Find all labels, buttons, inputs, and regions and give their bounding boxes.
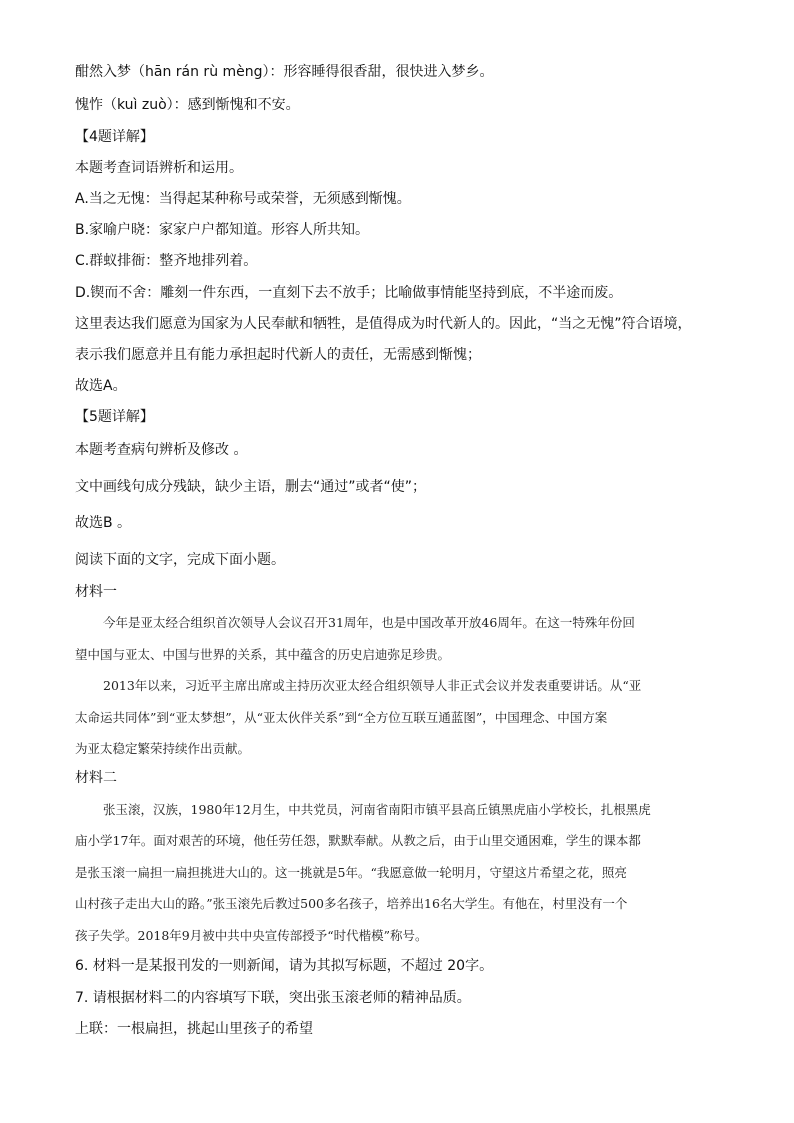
material-text-line: 山村孩子走出大山的路。”张玉滚先后教过500多名孩子，培养出16名大学生。有他在，村里没有一个: [75, 896, 628, 911]
material-text-line: 孩子失学。2018年9月被中共中央宣传部授予“时代楷模”称号。: [75, 928, 428, 943]
section-heading: 【5题详解】: [75, 409, 154, 425]
material-heading: 材料一: [75, 584, 117, 600]
material-text-line: 2013年以来，习近平主席出席或主持历次亚太经合组织领导人非正式会议并发表重要讲话。从“亚: [103, 678, 642, 693]
text-line: 酣然入梦（hān rán rù mèng）：形容睡得很香甜，很快进入梦乡。: [75, 64, 494, 80]
text-line: 愧怍（kuì zuò）：感到惭愧和不安。: [75, 97, 300, 113]
material-text-line: 为亚太稳定繁荣持续作出贡献。: [75, 741, 251, 756]
text-line: 本题考查病句辨析及修改 。: [75, 442, 248, 458]
text-line: 故选A。: [75, 378, 127, 394]
text-line: 文中画线句成分残缺，缺少主语，删去“通过”或者“使”；: [75, 479, 427, 495]
material-text-line: 望中国与亚太、中国与世界的关系，其中蕴含的历史启迪弥足珍贵。: [75, 647, 451, 662]
couplet-upper-line: 上联：一根扁担，挑起山里孩子的希望: [75, 1021, 313, 1037]
text-line: 故选B 。: [75, 515, 132, 531]
question-6: 6. 材料一是某报刊发的一则新闻，请为其拟写标题，不超过 20字。: [75, 958, 494, 974]
text-line: B.家喻户晓：家家户户都知道。形容人所共知。: [75, 222, 370, 238]
text-line: D.锲而不舍：雕刻一件东西，一直刻下去不放手；比喻做事情能坚持到底，不半途而废。: [75, 285, 623, 301]
text-line: 阅读下面的文字，完成下面小题。: [75, 552, 285, 568]
text-line: A.当之无愧：当得起某种称号或荣誉，无须感到惭愧。: [75, 191, 411, 207]
material-text-line: 今年是亚太经合组织首次领导人会议召开31周年，也是中国改革开放46周年。在这一特殊年份回: [103, 615, 635, 630]
text-line: 表示我们愿意并且有能力承担起时代新人的责任，无需感到惭愧；: [75, 347, 481, 363]
text-line: 这里表达我们愿意为国家为人民奉献和牺牲，是值得成为时代新人的。因此，“当之无愧”符合语境，: [75, 316, 692, 332]
material-text-line: 是张玉滚一扁担一扁担挑进大山的。这一挑就是5年。“我愿意做一轮明月，守望这片希望之花，照亮: [75, 865, 627, 880]
section-heading: 【4题详解】: [75, 129, 154, 145]
text-line: C.群蚁排衙：整齐地排列着。: [75, 253, 258, 269]
text-line: 本题考查词语辨析和运用。: [75, 160, 243, 176]
material-text-line: 张玉滚，汉族，1980年12月生，中共党员，河南省南阳市镇平县高丘镇黑虎庙小学校长，扎根黑虎: [103, 802, 651, 817]
material-heading: 材料二: [75, 770, 117, 786]
material-text-line: 庙小学17年。面对艰苦的环境，他任劳任怨，默默奉献。从教之后，由于山里交通困难，学生的课本都: [75, 833, 641, 848]
question-7: 7. 请根据材料二的内容填写下联，突出张玉滚老师的精神品质。: [75, 990, 471, 1006]
material-text-line: 太命运共同体”到“亚太梦想”，从“亚太伙伴关系”到“全方位互联互通蓝图”，中国理念、中国方案: [75, 710, 608, 725]
